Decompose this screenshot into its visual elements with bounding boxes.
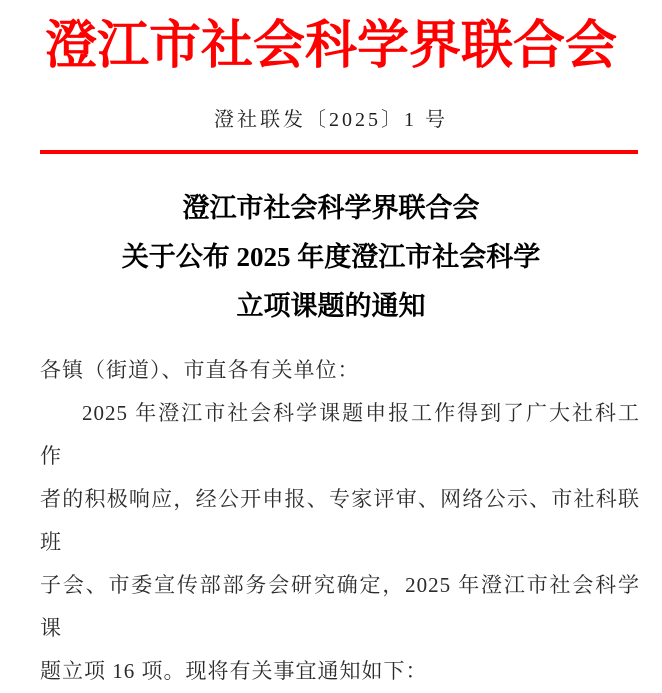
document-title-line-1: 澄江市社会科学界联合会	[182, 193, 480, 223]
red-divider-line	[40, 150, 638, 154]
salutation: 各镇（街道）、市直各有关单位：	[40, 358, 360, 382]
document-title-line-3: 立项课题的通知	[236, 291, 426, 321]
letterhead-org-name: 澄江市社会科学界联合会	[44, 18, 617, 75]
body-paragraph-line-4: 题立项 16 项。现将有关事宜通知如下：	[40, 659, 428, 683]
document-title-line-2: 关于公布 2025 年度澄江市社会科学	[121, 242, 541, 272]
body-paragraph-line-3: 子会、市委宣传部部务会研究确定，2025 年澄江市社会科学课	[40, 573, 640, 640]
document-body	[40, 349, 640, 693]
body-paragraph-line-2: 者的积极响应，经公开申报、专家评审、网络公示、市社科联班	[40, 487, 640, 554]
body-paragraph-line-1: 2025 年澄江市社会科学课题申报工作得到了广大社科工作	[40, 401, 640, 468]
document-page	[0, 14, 662, 683]
document-title	[0, 184, 662, 331]
document-number: 澄社联发〔2025〕1 号	[214, 109, 448, 131]
